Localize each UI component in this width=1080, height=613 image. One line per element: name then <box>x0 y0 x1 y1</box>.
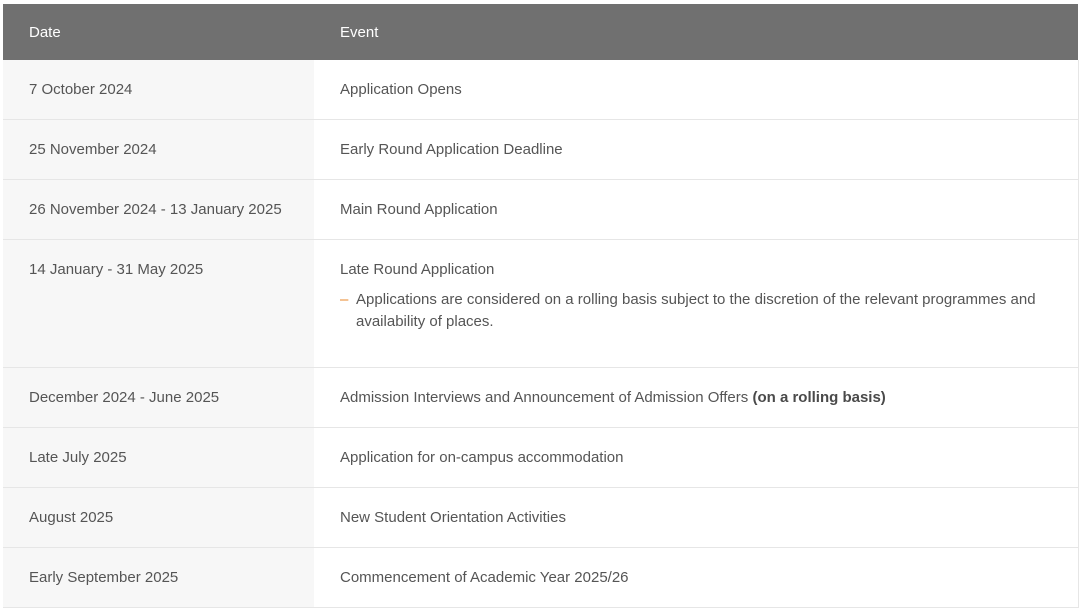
row-event-note <box>340 289 1052 333</box>
row-date: 25 November 2024 <box>3 120 314 180</box>
row-event-note-text: Applications are considered on a rolling basis subject to the discretion of the relevant programmes and availability of places. <box>356 291 1036 330</box>
header-event: Event <box>314 4 1078 60</box>
row-date: 26 November 2024 - 13 January 2025 <box>3 180 314 240</box>
row-event: Early Round Application Deadline <box>314 120 1078 180</box>
row-event-text: Admission Interviews and Announcement of Admission Offers <box>340 389 749 406</box>
row-date: 14 January - 31 May 2025 <box>3 240 314 368</box>
row-date: August 2025 <box>3 488 314 548</box>
table-header-row <box>3 4 1078 60</box>
row-event <box>314 240 1078 368</box>
row-event: Commencement of Academic Year 2025/26 <box>314 548 1078 608</box>
row-date: 7 October 2024 <box>3 60 314 120</box>
header-date: Date <box>3 4 314 60</box>
timeline-table <box>3 4 1079 608</box>
table-row <box>3 428 1078 488</box>
row-date: Late July 2025 <box>3 428 314 488</box>
table-row <box>3 120 1078 180</box>
table-row <box>3 60 1078 120</box>
row-date: Early September 2025 <box>3 548 314 608</box>
admissions-timeline <box>3 4 1078 608</box>
row-event-bold-text: (on a rolling basis) <box>752 389 886 406</box>
row-date: December 2024 - June 2025 <box>3 368 314 428</box>
table-row <box>3 180 1078 240</box>
dash-bullet-icon: – <box>340 291 349 308</box>
row-event: Application for on-campus accommodation <box>314 428 1078 488</box>
row-event-title: Late Round Application <box>340 261 495 278</box>
row-event <box>314 368 1078 428</box>
row-event: Application Opens <box>314 60 1078 120</box>
row-event: Main Round Application <box>314 180 1078 240</box>
table-row <box>3 548 1078 608</box>
table-row <box>3 240 1078 368</box>
table-row <box>3 488 1078 548</box>
row-event: New Student Orientation Activities <box>314 488 1078 548</box>
table-row <box>3 368 1078 428</box>
